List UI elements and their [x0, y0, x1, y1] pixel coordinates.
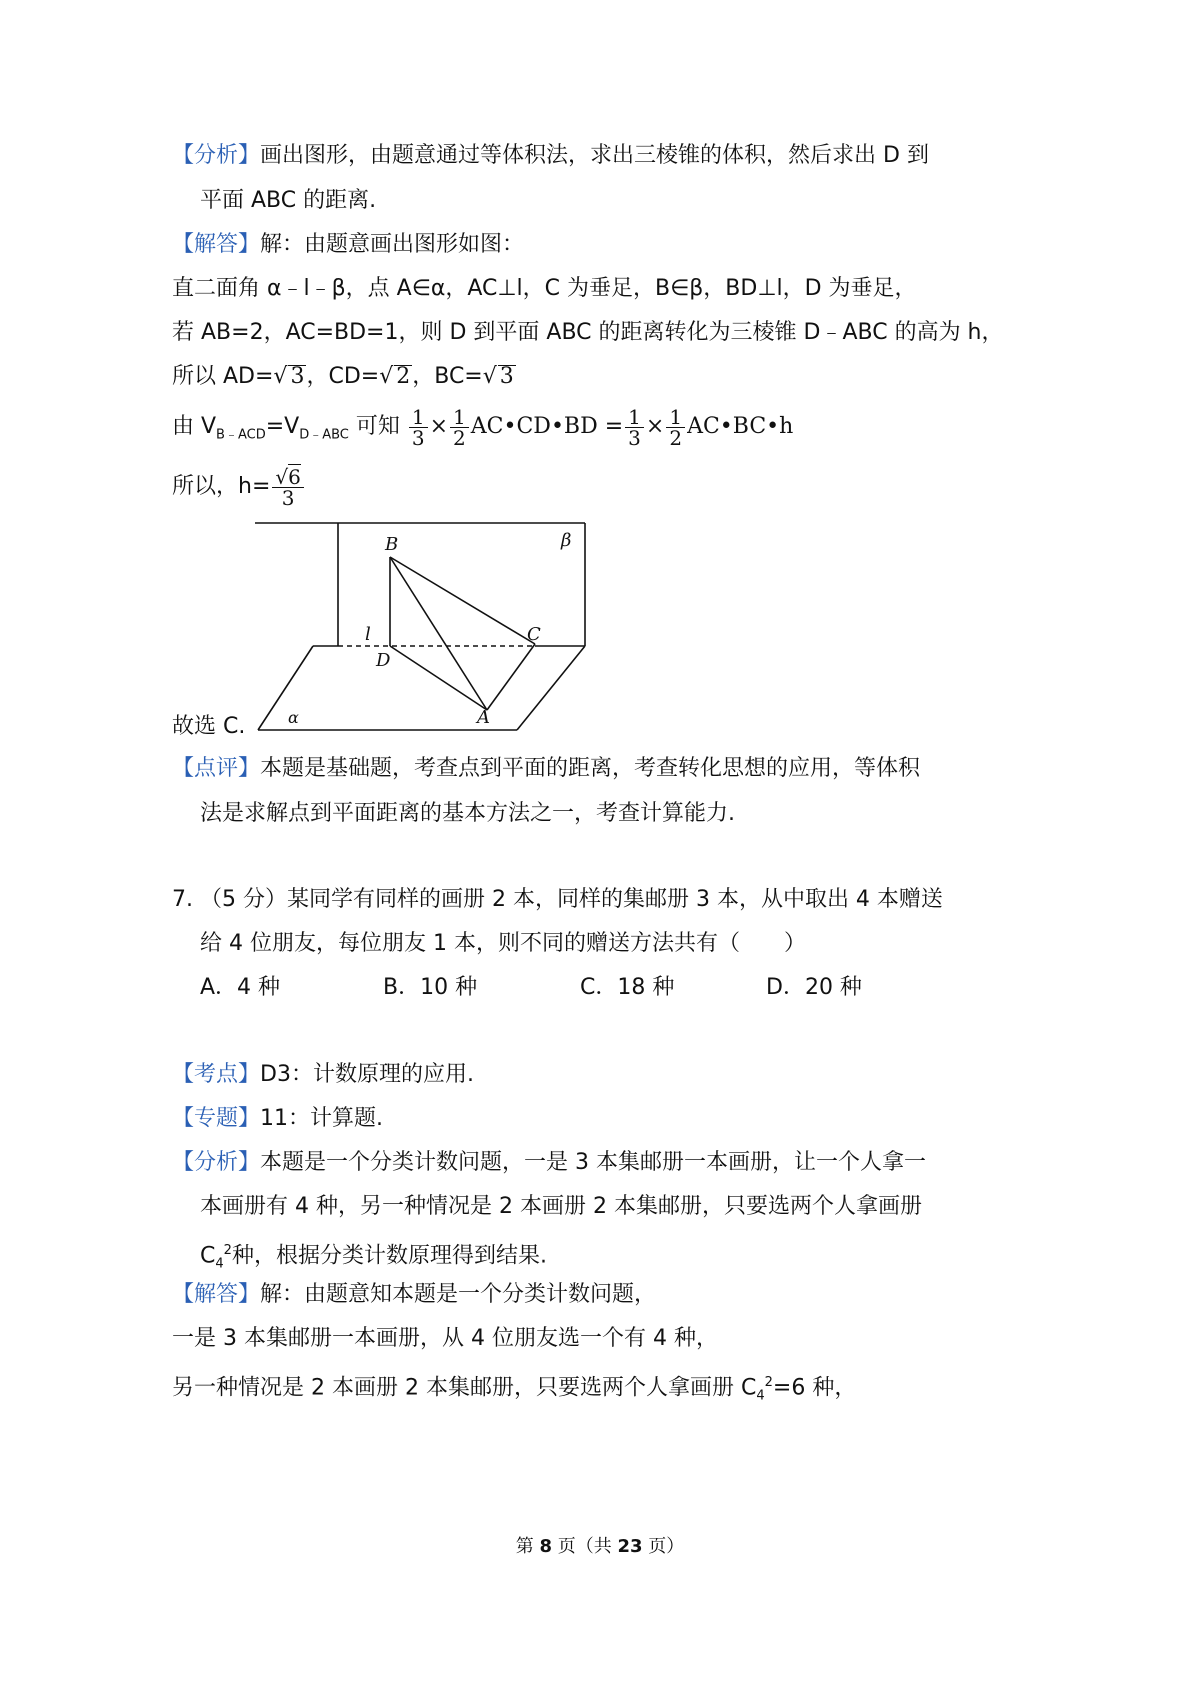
q7-analysis-tag: 【分析】: [172, 1150, 261, 1175]
fraction-one-half-b: $\frac{1}{2}$: [666, 407, 685, 448]
solution-line-2: 直二面角 α﹣l﹣β，点 A∈α，AC⊥l，C 为垂足，B∈β，BD⊥l，D 为垂足，: [172, 276, 917, 301]
label-D: D: [376, 650, 391, 671]
option-a: A．4 种: [200, 975, 281, 1000]
fraction-one-third: $\frac{1}{3}$: [409, 407, 428, 448]
solution-tag: 【解答】: [172, 232, 261, 257]
solution-line-1: 【解答】解：由题意画出图形如图：: [172, 232, 525, 257]
fraction-one-third-b: $\frac{1}{3}$: [625, 407, 644, 448]
dihedral-angle-figure: [255, 520, 595, 740]
plane-alpha-right-edge: [517, 646, 585, 730]
option-c: C．18 种: [580, 975, 675, 1000]
solution-line-4: 所以 AD=√ 3，CD=√ 2，BC=√ 3: [172, 364, 514, 389]
label-l: l: [365, 624, 371, 645]
topic-line: 【专题】11：计算题.: [172, 1106, 384, 1131]
topic-tag: 【专题】: [172, 1106, 261, 1131]
height-result: 所以，h= $\frac{√6}{3}$: [172, 462, 306, 512]
keypoint-tag: 【考点】: [172, 1062, 261, 1087]
label-alpha: α: [288, 708, 299, 727]
question-7-line-2: 给 4 位朋友，每位朋友 1 本，则不同的赠送方法共有（ ）: [200, 931, 806, 956]
q7-solution-line-3: 另一种情况是 2 本画册 2 本集邮册，只要选两个人拿画册 $C_4^2=6$ 种，: [172, 1375, 857, 1404]
plane-alpha-left-edge: [258, 646, 313, 730]
answer-choice: 故选 C.: [172, 714, 246, 739]
analysis-tag: 【分析】: [172, 143, 261, 168]
q7-solution-line-1: 【解答】解：由题意知本题是一个分类计数问题，: [172, 1282, 657, 1307]
label-B: B: [385, 534, 399, 555]
segment-CA: [487, 644, 535, 710]
q7-solution-line-2: 一是 3 本集邮册一本画册，从 4 位朋友选一个有 4 种，: [172, 1326, 718, 1351]
analysis-line-2: 平面 ABC 的距离.: [200, 188, 377, 213]
option-d: D．20 种: [766, 975, 862, 1000]
page-number: 8: [539, 1536, 552, 1557]
fraction-one-half: $\frac{1}{2}$: [450, 407, 469, 448]
comment-line-1: 【点评】本题是基础题，考查点到平面的距离，考查转化思想的应用，等体积: [172, 756, 921, 781]
q7-analysis-line-2: 本画册有 4 种，另一种情况是 2 本画册 2 本集邮册，只要选两个人拿画册: [200, 1194, 922, 1219]
label-A: A: [477, 707, 490, 728]
question-7-line-1: 7. （5 分）某同学有同样的画册 2 本，同样的集邮册 3 本，从中取出 4 本赠送: [172, 887, 943, 912]
sqrt-3: 3: [290, 364, 305, 389]
page-footer: 第 8 页（共 23 页）: [515, 1536, 685, 1557]
solution-line-3: 若 AB=2，AC=BD=1，则 D 到平面 ABC 的距离转化为三棱锥 D﹣ABC 的高为 h，: [172, 320, 1004, 345]
comment-tag: 【点评】: [172, 756, 261, 781]
q7-analysis-line-1: 【分析】本题是一个分类计数问题，一是 3 本集邮册一本画册，让一个人拿一: [172, 1150, 927, 1175]
q7-analysis-line-3: $C_4^2$种，根据分类计数原理得到结果.: [200, 1243, 547, 1272]
option-b: B．10 种: [383, 975, 478, 1000]
keypoint-line: 【考点】D3：计数原理的应用.: [172, 1062, 474, 1087]
label-C: C: [527, 624, 541, 645]
volume-equation: 由 $V_{B﹣ACD}=V_{D﹣ABC}$ 可知 $\frac{1}{3}$ × $\frac{1}{2}$ AC•CD•BD = $\frac{1}{3}$ × $\frac{1}{2}$ AC•BC•h: [172, 404, 794, 450]
fraction-sqrt6-over-3: $\frac{√6}{3}$: [272, 467, 303, 508]
comment-line-2: 法是求解点到平面距离的基本方法之一，考查计算能力.: [200, 801, 735, 826]
label-beta: β: [561, 530, 572, 551]
sqrt-2: 2: [396, 364, 411, 389]
segment-DA: [390, 646, 487, 710]
segment-BC: [390, 557, 535, 644]
sqrt-3b: 3: [499, 364, 514, 389]
q7-solution-tag: 【解答】: [172, 1282, 261, 1307]
page-total: 23: [617, 1536, 643, 1557]
analysis-line-1: 【分析】画出图形，由题意通过等体积法，求出三棱锥的体积，然后求出 D 到: [172, 143, 929, 168]
segment-BA: [390, 557, 487, 710]
